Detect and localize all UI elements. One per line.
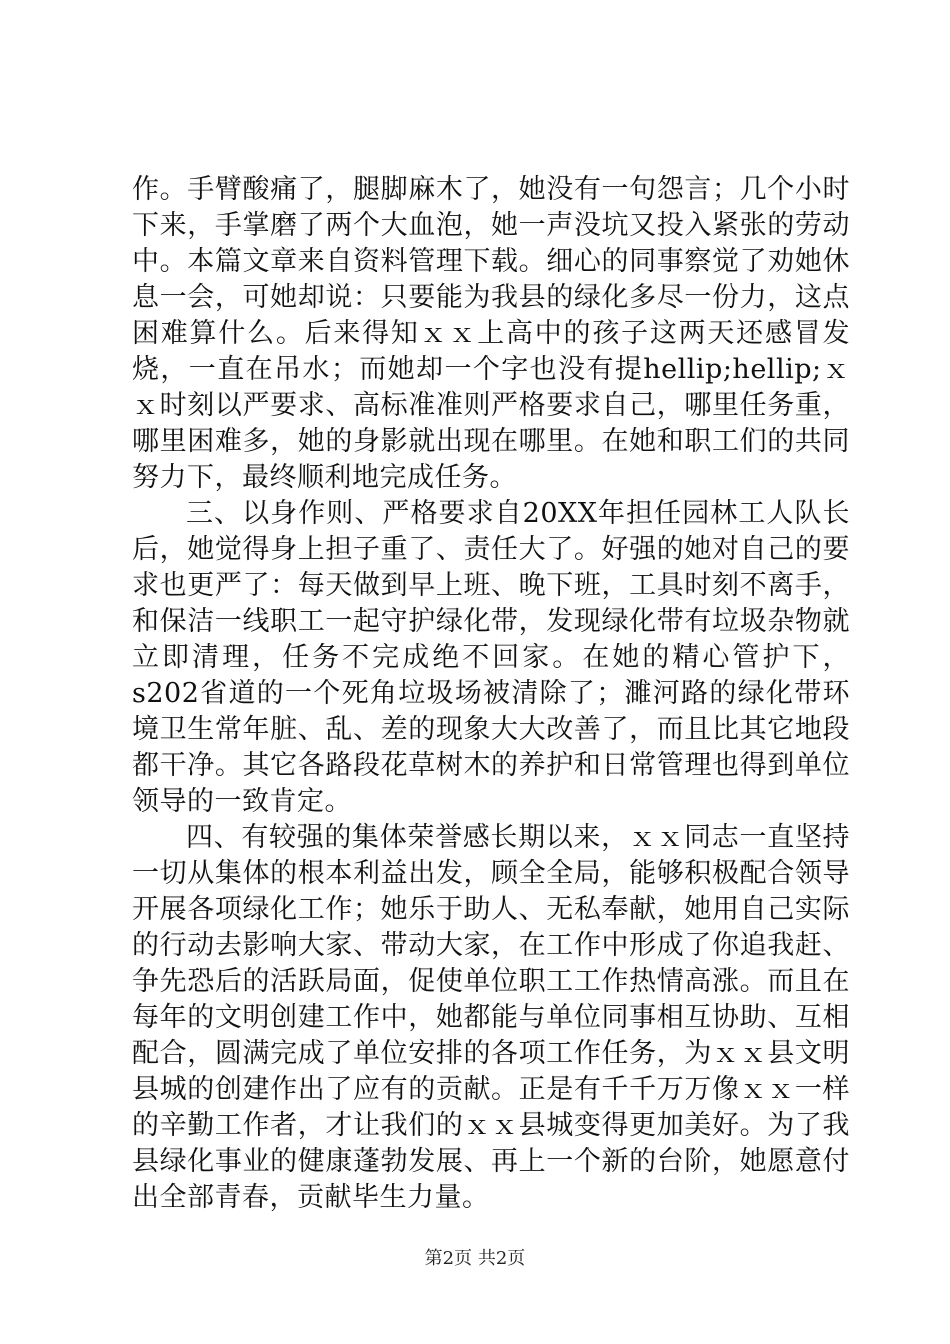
page-footer: 第2页 共2页 [424, 1248, 526, 1269]
paragraph-section-four: 四、有较强的集体荣誉感长期以来，ｘｘ同志一直坚持一切从集体的根本利益出发，顾全全局，能够积极配合领导开展各项绿化工作；她乐于助人、无私奉献，她用自己实际的行动去影响大家、带动大家，在工作中形成了你追我赶、争先恐后的活跃局面，促使单位职工工作热情高涨。而且在每年的文明创建工作中，她都能与单位同事相互协助、互相配合，圆满完成了单位安排的各项工作任务，为ｘｘ县文明县城的创建作出了应有的贡献。正是有千千万万像ｘｘ一样的辛勤工作者，才让我们的ｘｘ县城变得更加美好。为了我县绿化事业的健康蓬勃发展、再上一个新的台阶，她愿意付出全部青春，贡献毕生力量。 [132, 822, 850, 1213]
document-body [132, 172, 850, 1216]
paragraph-continuation: 作。手臂酸痛了，腿脚麻木了，她没有一句怨言；几个小时下来，手掌磨了两个大血泡，她一声没坑又投入紧张的劳动中。本篇文章来自资料管理下载。细心的同事察觉了劝她休息一会，可她却说：只要能为我县的绿化多尽一份力，这点困难算什么。后来得知ｘｘ上高中的孩子这两天还感冒发烧，一直在吊水；而她却一个字也没有提hellip;hellip;ｘｘ时刻以严要求、高标准准则严格要求自己，哪里任务重，哪里困难多，她的身影就出现在哪里。在她和职工们的共同努力下，最终顺利地完成任务。 [132, 174, 850, 493]
paragraph-section-three: 三、以身作则、严格要求自20XX年担任园林工人队长后，她觉得身上担子重了、责任大了。好强的她对自己的要求也更严了：每天做到早上班、晚下班，工具时刻不离手，和保洁一线职工一起守护绿化带，发现绿化带有垃圾杂物就立即清理，任务不完成绝不回家。在她的精心管护下，s202省道的一个死角垃圾场被清除了；濉河路的绿化带环境卫生常年脏、乱、差的现象大大改善了，而且比其它地段都干净。其它各路段花草树木的养护和日常管理也得到单位领导的一致肯定。 [132, 498, 850, 817]
